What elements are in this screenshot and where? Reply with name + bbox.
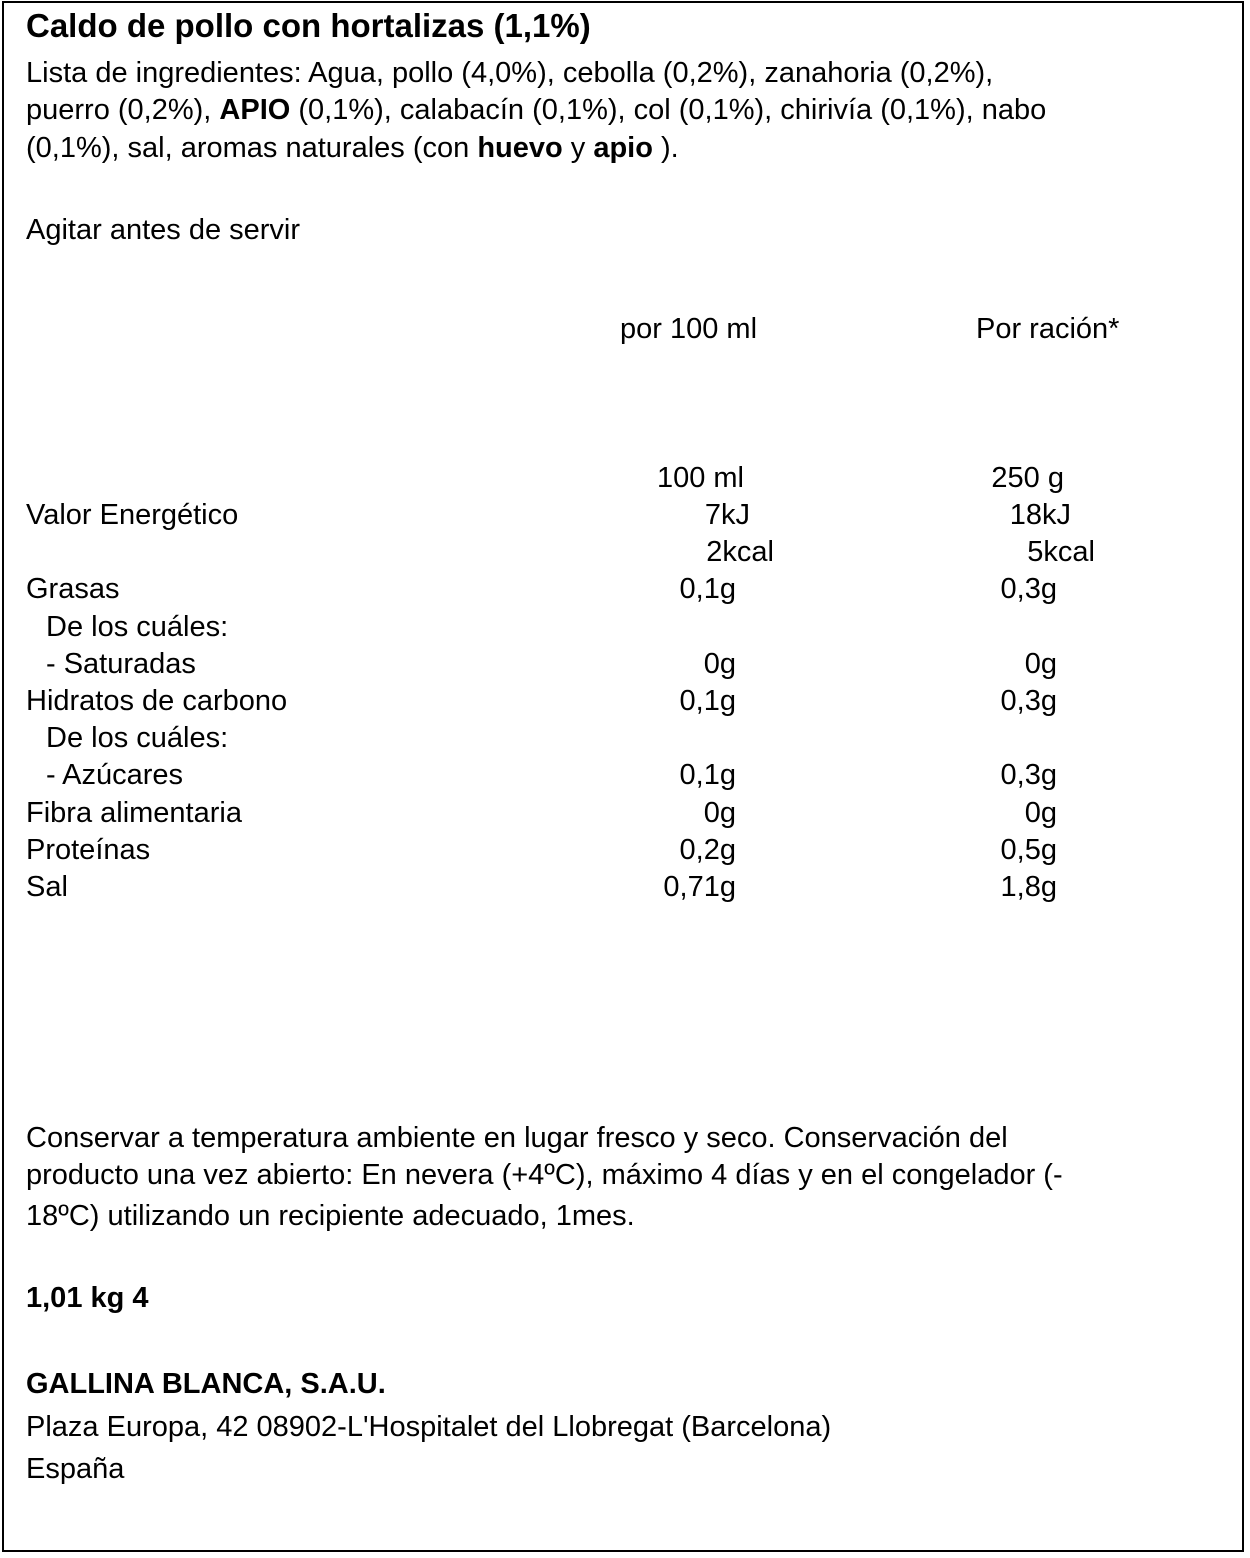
product-title: Caldo de pollo con hortalizas (1,1%) [26,7,591,44]
allergen-egg: huevo [477,132,563,164]
nutrient-value-per-serving: 1,8g [1000,871,1057,903]
nutrient-label: Sal [26,871,68,903]
ingredients-text: ). [652,132,679,164]
nutrient-label: De los cuáles: [46,611,229,643]
nutrient-value-per-100ml: 2kcal [706,536,774,568]
nutrient-label: Proteínas [26,834,151,866]
ingredients-text: (0,1%), sal, aromas naturales (con [26,132,478,164]
nutrient-value-per-serving: 5kcal [1027,536,1095,568]
nutrient-label: - Azúcares [46,759,183,791]
column-header-per-100ml: por 100 ml [620,313,758,345]
nutrient-label: Grasas [26,573,120,605]
nutrient-value-per-100ml: 7kJ [704,499,750,531]
nutrient-label: Fibra alimentaria [26,797,242,829]
nutrient-label: De los cuáles: [46,722,229,754]
nutrient-value-per-100ml: 0g [703,797,736,829]
base-quantity-per-serving: 250 g [991,462,1064,494]
allergen-celery-caps: APIO [219,94,291,126]
net-quantity: 1,01 kg 4 [26,1282,149,1314]
ingredients-text: (0,1%), calabacín (0,1%), col (0,1%), chirivía (0,1%), nabo [290,94,1047,126]
nutrient-value-per-serving: 18kJ [1009,499,1071,531]
ingredients-text: puerro (0,2%), [26,94,220,126]
storage-line-3: 18ºC) utilizando un recipiente adecuado, 1mes. [26,1200,635,1232]
nutrient-value-per-serving: 0,3g [1000,573,1057,605]
nutrient-value-per-100ml: 0,71g [663,871,736,903]
column-header-per-serving: Por ración* [976,313,1120,345]
ingredients-text: y [562,132,594,164]
nutrient-value-per-serving: 0g [1024,648,1057,680]
nutrient-value-per-serving: 0,3g [1000,759,1057,791]
allergen-celery: apio [593,132,653,164]
nutrient-label: Hidratos de carbono [26,685,288,717]
storage-line-2: producto una vez abierto: En nevera (+4ºC), máximo 4 días y en el congelador (- [26,1159,1063,1191]
company-name: GALLINA BLANCA, S.A.U. [26,1368,386,1400]
ingredients-line-1: Lista de ingredientes: Agua, pollo (4,0%), cebolla (0,2%), zanahoria (0,2%), [26,57,994,89]
ingredients-line-3 [26,130,679,167]
nutrient-value-per-serving: 0g [1024,797,1057,829]
nutrient-label: Valor Energético [26,499,239,531]
ingredients-line-2 [26,92,1046,129]
nutrient-value-per-100ml: 0,1g [679,573,736,605]
nutrient-label: - Saturadas [46,648,196,680]
nutrient-value-per-100ml: 0,1g [679,685,736,717]
nutrient-value-per-100ml: 0,1g [679,759,736,791]
nutrient-value-per-serving: 0,5g [1000,834,1057,866]
storage-line-1: Conservar a temperatura ambiente en lugar fresco y seco. Conservación del [26,1122,1008,1154]
nutrient-value-per-serving: 0,3g [1000,685,1057,717]
base-quantity-per-100ml: 100 ml [656,462,744,494]
company-country: España [26,1453,125,1485]
nutrient-value-per-100ml: 0,2g [679,834,736,866]
company-address: Plaza Europa, 42 08902-L'Hospitalet del Llobregat (Barcelona) [26,1411,832,1443]
nutrient-value-per-100ml: 0g [703,648,736,680]
serving-instruction: Agitar antes de servir [26,214,301,246]
